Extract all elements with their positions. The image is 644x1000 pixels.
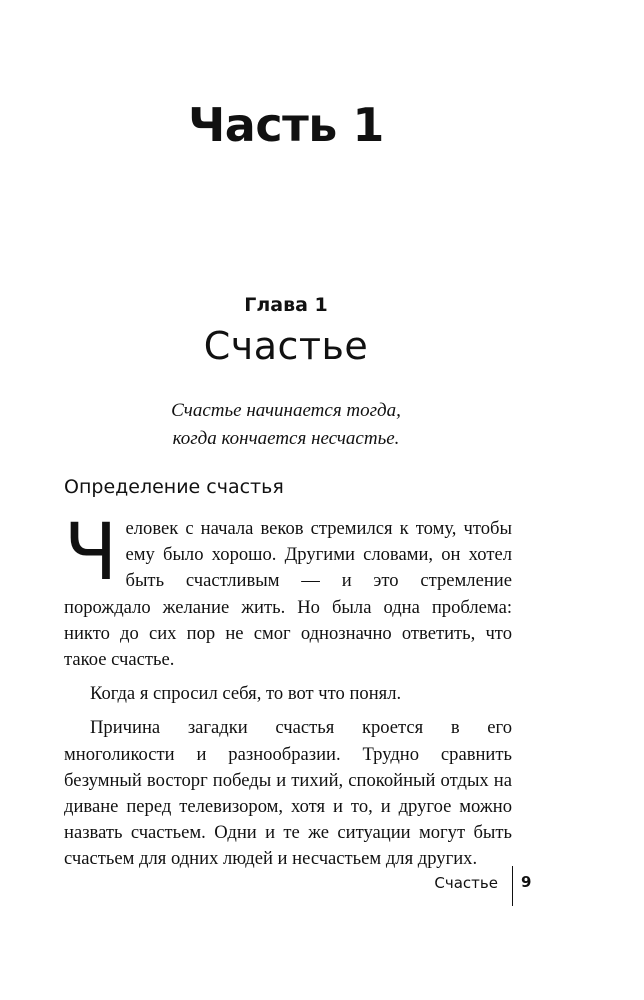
- chapter-label: Глава 1: [244, 294, 328, 316]
- epigraph-line-2: когда кончается несчастье.: [172, 428, 400, 449]
- drop-cap: Ч: [64, 508, 118, 598]
- paragraph-1-text: еловек с начала веков стремился к тому, чтобы ему было хорошо. Другими словами, он хотел быть счастливым — и это стремление порождало желание жить. Но была одна проблема: никто до сих пор не смог однозначно ответить, что такое счастье.: [64, 518, 512, 671]
- body-text: [64, 508, 512, 873]
- page-number: 9: [521, 873, 532, 891]
- epigraph: [0, 397, 572, 453]
- paragraph-1: [64, 508, 512, 673]
- running-title: Счастье: [434, 874, 498, 892]
- chapter-title: Счастье: [203, 324, 369, 368]
- footer-divider: [512, 866, 513, 906]
- paragraph-3: Причина загадки счастья кроется в его многоликости и разнообразии. Трудно сравнить безумный восторг победы и тихий, спокойный отдых на диване перед телевизором, хотя и то, и другое можно назвать счастьем. Одни и те же ситуации могут быть счастьем для одних людей и несчастьем для других.: [64, 717, 512, 870]
- epigraph-line-1: Счастье начинается тогда,: [171, 400, 401, 421]
- part-title: Часть 1: [188, 98, 384, 152]
- paragraph-2: Когда я спросил себя, то вот что понял.: [90, 683, 402, 705]
- section-title: Определение счастья: [64, 476, 284, 498]
